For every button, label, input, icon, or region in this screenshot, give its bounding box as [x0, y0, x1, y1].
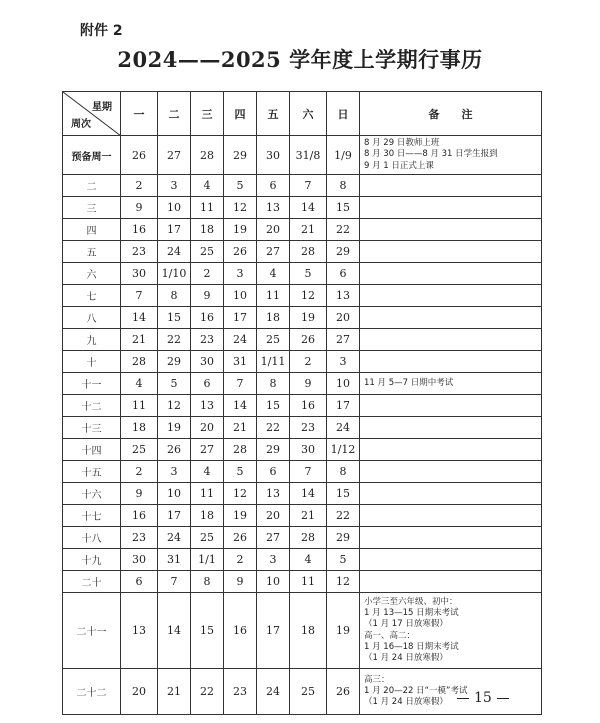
notes-cell — [360, 417, 542, 439]
note-line: 高一、高二： — [364, 630, 416, 641]
week-number-cell: 九 — [63, 329, 121, 351]
date-cell: 2 — [121, 175, 158, 197]
date-cell: 25 — [257, 329, 290, 351]
date-cell: 3 — [158, 461, 191, 483]
date-cell: 24 — [158, 527, 191, 549]
week-number-cell: 十三 — [63, 417, 121, 439]
week-number-cell: 二十二 — [63, 669, 121, 715]
notes-cell — [360, 461, 542, 483]
date-cell: 6 — [121, 571, 158, 593]
page-title: 2024——2025 学年度上学期行事历 — [117, 47, 483, 72]
date-cell: 18 — [290, 593, 327, 669]
date-cell: 19 — [158, 417, 191, 439]
date-cell: 2 — [121, 461, 158, 483]
notes-cell — [360, 307, 542, 329]
notes-header: 备 注 — [360, 92, 542, 136]
date-cell: 29 — [158, 351, 191, 373]
table-row — [63, 505, 542, 527]
week-number-cell: 预备周一 — [63, 136, 121, 175]
date-cell: 20 — [191, 417, 224, 439]
date-cell: 11 — [191, 483, 224, 505]
date-cell: 12 — [327, 571, 360, 593]
date-cell: 3 — [224, 263, 257, 285]
date-cell: 9 — [191, 285, 224, 307]
date-cell: 12 — [290, 285, 327, 307]
page-dash-right — [497, 698, 509, 699]
date-cell: 22 — [257, 417, 290, 439]
date-cell: 4 — [121, 373, 158, 395]
date-cell: 9 — [224, 571, 257, 593]
date-cell: 4 — [290, 549, 327, 571]
date-cell: 27 — [257, 241, 290, 263]
date-cell: 26 — [224, 241, 257, 263]
date-cell: 21 — [224, 417, 257, 439]
date-cell: 21 — [290, 219, 327, 241]
date-cell: 12 — [224, 197, 257, 219]
date-cell: 13 — [257, 483, 290, 505]
week-number-cell: 四 — [63, 219, 121, 241]
date-cell: 31 — [158, 549, 191, 571]
date-cell: 29 — [327, 241, 360, 263]
week-number-cell: 七 — [63, 285, 121, 307]
date-cell: 27 — [191, 439, 224, 461]
week-number-cell: 十二 — [63, 395, 121, 417]
date-cell: 1/1 — [191, 549, 224, 571]
notes-cell — [360, 263, 542, 285]
page-dash-left — [457, 698, 469, 699]
week-number-cell: 二十 — [63, 571, 121, 593]
date-cell: 12 — [158, 395, 191, 417]
date-cell: 24 — [327, 417, 360, 439]
note-line: 1 月 13—15 日期末考试 — [364, 607, 459, 618]
date-cell: 23 — [121, 241, 158, 263]
page-number — [452, 690, 514, 706]
note-line: 高三： — [364, 674, 390, 685]
date-cell: 14 — [158, 593, 191, 669]
date-cell: 1/10 — [158, 263, 191, 285]
date-cell: 21 — [158, 669, 191, 715]
notes-cell — [360, 285, 542, 307]
date-cell: 7 — [121, 285, 158, 307]
date-cell: 4 — [191, 175, 224, 197]
week-number-cell: 十四 — [63, 439, 121, 461]
date-cell: 26 — [224, 527, 257, 549]
date-cell: 1/12 — [327, 439, 360, 461]
notes-cell — [360, 197, 542, 219]
notes-cell — [360, 669, 542, 715]
date-cell: 5 — [224, 175, 257, 197]
date-cell: 25 — [191, 241, 224, 263]
week-number-cell: 三 — [63, 197, 121, 219]
notes-cell — [360, 483, 542, 505]
day-header: 二 — [158, 92, 191, 136]
week-number-cell: 六 — [63, 263, 121, 285]
date-cell: 27 — [257, 527, 290, 549]
table-row — [63, 136, 542, 175]
date-cell: 16 — [191, 307, 224, 329]
date-cell: 22 — [191, 669, 224, 715]
date-cell: 10 — [158, 197, 191, 219]
week-number-cell: 十七 — [63, 505, 121, 527]
date-cell: 14 — [290, 483, 327, 505]
date-cell: 2 — [290, 351, 327, 373]
date-cell: 12 — [224, 483, 257, 505]
date-cell: 19 — [290, 307, 327, 329]
date-cell: 5 — [327, 549, 360, 571]
day-header: 四 — [224, 92, 257, 136]
date-cell: 8 — [158, 285, 191, 307]
date-cell: 15 — [327, 197, 360, 219]
date-cell: 19 — [224, 505, 257, 527]
date-cell: 15 — [158, 307, 191, 329]
table-row — [63, 483, 542, 505]
date-cell: 19 — [327, 593, 360, 669]
date-cell: 7 — [290, 175, 327, 197]
week-number-cell: 十 — [63, 351, 121, 373]
weekday-header-label: 星期 — [92, 102, 112, 113]
date-cell: 7 — [290, 461, 327, 483]
day-header: 六 — [290, 92, 327, 136]
note-line: 1 月 20—22 日“一模”考试 — [364, 685, 468, 696]
date-cell: 23 — [290, 417, 327, 439]
school-calendar-table — [62, 91, 542, 715]
attachment-label: 附件 2 — [80, 23, 123, 39]
table-row — [63, 175, 542, 197]
table-header-row — [63, 92, 542, 136]
date-cell: 3 — [257, 549, 290, 571]
date-cell: 9 — [121, 197, 158, 219]
date-cell: 25 — [121, 439, 158, 461]
date-cell: 5 — [158, 373, 191, 395]
date-cell: 11 — [191, 197, 224, 219]
notes-cell — [360, 593, 542, 669]
date-cell: 25 — [191, 527, 224, 549]
week-number-cell: 十九 — [63, 549, 121, 571]
date-cell: 2 — [191, 263, 224, 285]
table-row — [63, 439, 542, 461]
date-cell: 8 — [257, 373, 290, 395]
date-cell: 20 — [257, 505, 290, 527]
week-header-label: 周次 — [71, 119, 91, 130]
date-cell: 27 — [158, 136, 191, 175]
date-cell: 18 — [121, 417, 158, 439]
date-cell: 14 — [121, 307, 158, 329]
date-cell: 4 — [191, 461, 224, 483]
date-cell: 29 — [257, 439, 290, 461]
date-cell: 17 — [224, 307, 257, 329]
date-cell: 31 — [224, 351, 257, 373]
date-cell: 16 — [290, 395, 327, 417]
note-line: 8 月 30 日——8 月 31 日学生报到 — [364, 149, 498, 160]
note-line: 1 月 16—18 日期末考试 — [364, 641, 459, 652]
date-cell: 16 — [121, 219, 158, 241]
table-row — [63, 307, 542, 329]
day-header: 三 — [191, 92, 224, 136]
date-cell: 4 — [257, 263, 290, 285]
note-line: 8 月 29 日教师上班 — [364, 138, 440, 149]
date-cell: 3 — [158, 175, 191, 197]
date-cell: 11 — [121, 395, 158, 417]
table-row — [63, 351, 542, 373]
date-cell: 17 — [257, 593, 290, 669]
date-cell: 25 — [290, 669, 327, 715]
table-row — [63, 263, 542, 285]
date-cell: 10 — [327, 373, 360, 395]
week-number-cell: 五 — [63, 241, 121, 263]
table-row — [63, 329, 542, 351]
date-cell: 26 — [327, 669, 360, 715]
date-cell: 27 — [327, 329, 360, 351]
note-line: （1 月 24 日放寒假） — [364, 653, 448, 664]
date-cell: 3 — [327, 351, 360, 373]
date-cell: 30 — [121, 549, 158, 571]
date-cell: 26 — [121, 136, 158, 175]
notes-cell — [360, 395, 542, 417]
date-cell: 10 — [257, 571, 290, 593]
week-number-cell: 八 — [63, 307, 121, 329]
date-cell: 6 — [191, 373, 224, 395]
notes-cell — [360, 136, 542, 175]
date-cell: 1/9 — [327, 136, 360, 175]
date-cell: 9 — [121, 483, 158, 505]
table-row — [63, 417, 542, 439]
date-cell: 23 — [191, 329, 224, 351]
date-cell: 30 — [257, 136, 290, 175]
date-cell: 20 — [257, 219, 290, 241]
date-cell: 15 — [257, 395, 290, 417]
date-cell: 20 — [121, 669, 158, 715]
date-cell: 24 — [158, 241, 191, 263]
table-row — [63, 527, 542, 549]
date-cell: 14 — [290, 197, 327, 219]
notes-cell — [360, 373, 542, 395]
date-cell: 24 — [257, 669, 290, 715]
notes-cell — [360, 351, 542, 373]
table-row — [63, 593, 542, 669]
page-number-value: 15 — [474, 690, 492, 706]
notes-cell — [360, 527, 542, 549]
date-cell: 30 — [191, 351, 224, 373]
week-number-cell: 二十一 — [63, 593, 121, 669]
date-cell: 8 — [327, 461, 360, 483]
date-cell: 28 — [191, 136, 224, 175]
date-cell: 13 — [191, 395, 224, 417]
note-line: （1 月 17 日放寒假） — [364, 619, 448, 630]
table-row — [63, 395, 542, 417]
date-cell: 7 — [224, 373, 257, 395]
week-number-cell: 二 — [63, 175, 121, 197]
date-cell: 15 — [327, 483, 360, 505]
date-cell: 6 — [327, 263, 360, 285]
date-cell: 28 — [290, 527, 327, 549]
date-cell: 22 — [327, 219, 360, 241]
date-cell: 18 — [257, 307, 290, 329]
date-cell: 31/8 — [290, 136, 327, 175]
table-row — [63, 197, 542, 219]
week-number-cell: 十五 — [63, 461, 121, 483]
date-cell: 21 — [121, 329, 158, 351]
notes-cell — [360, 505, 542, 527]
date-cell: 16 — [121, 505, 158, 527]
table-row — [63, 219, 542, 241]
date-cell: 5 — [224, 461, 257, 483]
date-cell: 17 — [327, 395, 360, 417]
date-cell: 18 — [191, 219, 224, 241]
date-cell: 24 — [224, 329, 257, 351]
date-cell: 28 — [290, 241, 327, 263]
date-cell: 13 — [257, 197, 290, 219]
date-cell: 23 — [121, 527, 158, 549]
date-cell: 28 — [224, 439, 257, 461]
date-cell: 22 — [327, 505, 360, 527]
date-cell: 8 — [327, 175, 360, 197]
table-row — [63, 571, 542, 593]
date-cell: 13 — [121, 593, 158, 669]
note-line: 11 月 5—7 日期中考试 — [364, 377, 454, 388]
table-row — [63, 285, 542, 307]
date-cell: 26 — [290, 329, 327, 351]
week-number-cell: 十八 — [63, 527, 121, 549]
notes-cell — [360, 175, 542, 197]
date-cell: 18 — [191, 505, 224, 527]
diagonal-header-cell — [63, 92, 121, 136]
date-cell: 1/11 — [257, 351, 290, 373]
table-row — [63, 461, 542, 483]
date-cell: 29 — [224, 136, 257, 175]
date-cell: 19 — [224, 219, 257, 241]
date-cell: 22 — [158, 329, 191, 351]
date-cell: 17 — [158, 219, 191, 241]
notes-cell — [360, 571, 542, 593]
date-cell: 11 — [290, 571, 327, 593]
note-line: （1 月 24 日放寒假） — [364, 697, 448, 708]
date-cell: 29 — [327, 527, 360, 549]
notes-cell — [360, 241, 542, 263]
date-cell: 28 — [121, 351, 158, 373]
table-row — [63, 373, 542, 395]
date-cell: 16 — [224, 593, 257, 669]
date-cell: 11 — [257, 285, 290, 307]
notes-cell — [360, 329, 542, 351]
table-row — [63, 241, 542, 263]
day-header: 五 — [257, 92, 290, 136]
date-cell: 17 — [158, 505, 191, 527]
date-cell: 30 — [121, 263, 158, 285]
date-cell: 30 — [290, 439, 327, 461]
notes-cell — [360, 219, 542, 241]
date-cell: 20 — [327, 307, 360, 329]
date-cell: 5 — [290, 263, 327, 285]
date-cell: 14 — [224, 395, 257, 417]
note-line: 小学三至六年级、初中： — [364, 596, 458, 607]
date-cell: 9 — [290, 373, 327, 395]
date-cell: 7 — [158, 571, 191, 593]
date-cell: 10 — [224, 285, 257, 307]
date-cell: 8 — [191, 571, 224, 593]
week-number-cell: 十六 — [63, 483, 121, 505]
table-row — [63, 549, 542, 571]
notes-cell — [360, 549, 542, 571]
date-cell: 15 — [191, 593, 224, 669]
notes-cell — [360, 439, 542, 461]
date-cell: 23 — [224, 669, 257, 715]
day-header: 一 — [121, 92, 158, 136]
date-cell: 21 — [290, 505, 327, 527]
note-line: 9 月 1 日正式上课 — [364, 160, 434, 171]
date-cell: 6 — [257, 461, 290, 483]
day-header: 日 — [327, 92, 360, 136]
date-cell: 13 — [327, 285, 360, 307]
date-cell: 6 — [257, 175, 290, 197]
week-number-cell: 十一 — [63, 373, 121, 395]
date-cell: 26 — [158, 439, 191, 461]
date-cell: 2 — [224, 549, 257, 571]
date-cell: 10 — [158, 483, 191, 505]
